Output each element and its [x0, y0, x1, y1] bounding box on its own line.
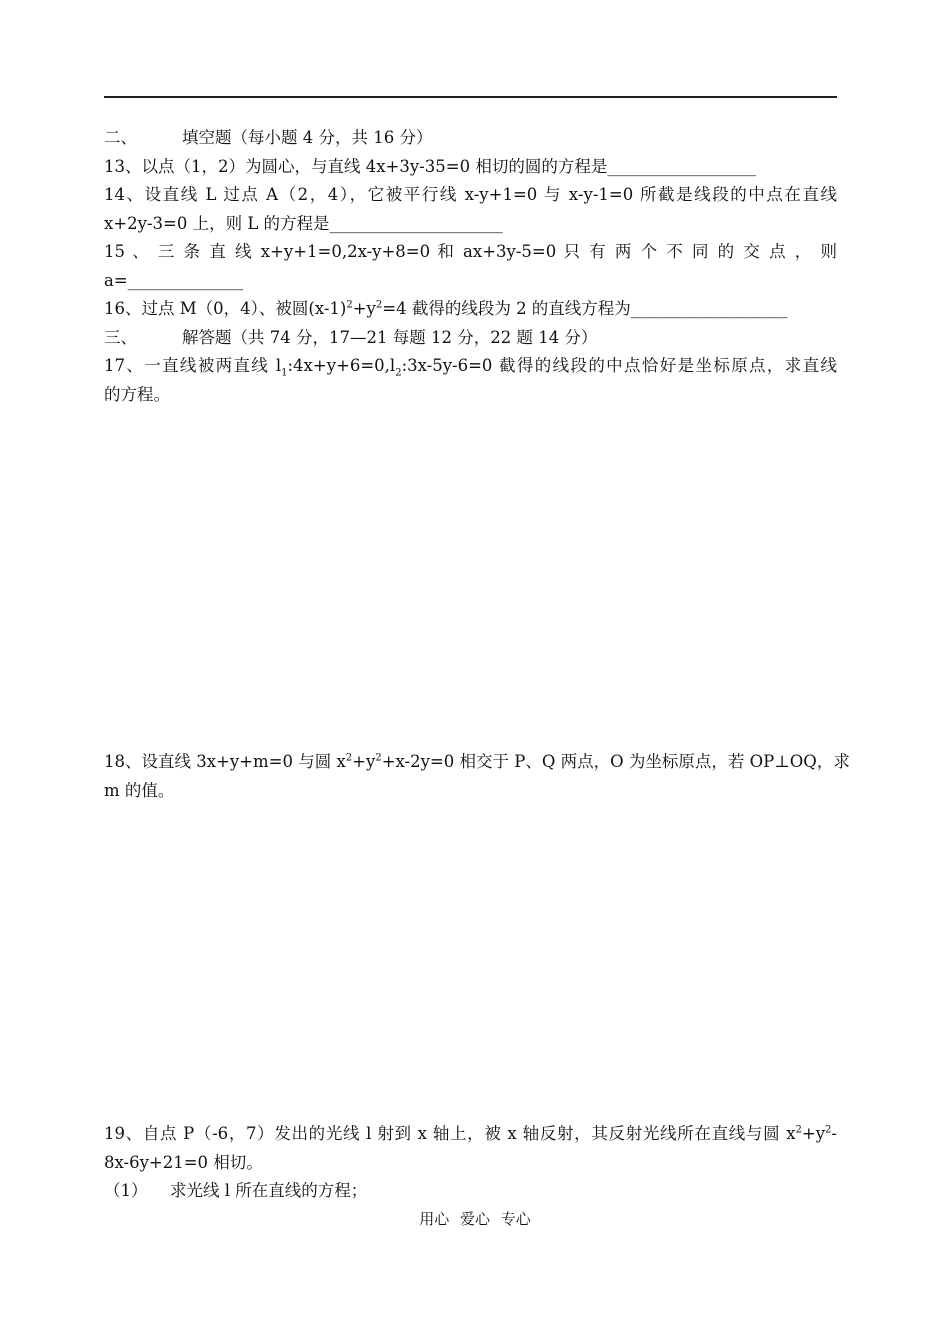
question-17-text-a: 17、一直线被两直线 l — [104, 356, 282, 375]
question-14-line2: x+2y-3=0 上，则 L 的方程是_____________________ — [104, 213, 503, 233]
question-15-line1: 15 、 三 条 直 线 x+y+1=0,2x-y+8=0 和 ax+3y-5=0 只 有 两 个 不 同 的 交 点 ， 则 — [104, 242, 837, 261]
question-19-line1 — [104, 1120, 837, 1149]
question-18-text-c: +x-2y=0 相交于 P、Q 两点，O 为坐标原点，若 OP⊥OQ，求 — [381, 752, 850, 771]
question-16-text-a: 16、过点 M（0，4）、被圆(x-1) — [104, 299, 347, 318]
question-16 — [104, 295, 837, 324]
question-19-part-1 — [104, 1177, 837, 1206]
question-19-exponent-1: 2 — [795, 1124, 802, 1136]
page-footer: 用心 爱心 专心 — [419, 1210, 531, 1228]
question-19 — [104, 1120, 837, 1206]
question-19-line2: 8x-6y+21=0 相切。 — [104, 1152, 263, 1172]
question-13: 13、以点（1，2）为圆心，与直线 4x+3y-35=0 相切的圆的方程是__________________ — [104, 156, 756, 176]
question-18-text-b: +y — [352, 752, 376, 771]
question-18-text-a: 18、设直线 3x+y+m=0 与圆 x — [104, 752, 346, 771]
header-rule — [104, 96, 837, 98]
question-19-part-1-text: 求光线 l 所在直线的方程； — [170, 1181, 368, 1200]
question-19-exponent-2: 2 — [825, 1124, 832, 1136]
question-17-line2: 的方程。 — [104, 384, 170, 404]
question-18-line2: m 的值。 — [104, 780, 175, 800]
question-16-text-b: +y — [352, 299, 376, 318]
question-18-exponent-1: 2 — [345, 752, 353, 764]
question-19-text-b: +y — [801, 1124, 826, 1143]
question-17-subscript-1: 1 — [281, 367, 288, 379]
question-17-text-c: :3x-5y-6=0 截得的线段的中点恰好是坐标原点，求直线 — [401, 356, 837, 375]
question-19-part-1-number: （1） — [104, 1181, 148, 1200]
question-15-line2: a=______________ — [104, 270, 244, 290]
question-19-text-a: 19、自点 P（-6，7）发出的光线 l 射到 x 轴上，被 x 轴反射，其反射光线所在直线与圆 x — [104, 1124, 796, 1143]
question-18-exponent-2: 2 — [375, 752, 382, 764]
question-16-text-c: =4 截得的线段为 2 的直线方程为___________________ — [382, 299, 788, 318]
question-18-line1 — [104, 748, 850, 777]
question-19-text-c: - — [831, 1124, 837, 1143]
section-three-heading — [104, 324, 837, 353]
question-17-subscript-2: 2 — [395, 367, 402, 379]
question-17-line1 — [104, 352, 837, 381]
question-16-exponent-2: 2 — [375, 299, 383, 311]
question-14-line1: 14、设直线 L 过点 A（2，4），它被平行线 x-y+1=0 与 x-y-1=0 所截是线段的中点在直线 — [104, 185, 837, 204]
section-three-title: 解答题（共 74 分，17—21 每题 12 分，22 题 14 分） — [182, 327, 598, 347]
question-16-exponent-1: 2 — [346, 299, 353, 311]
section-two-title: 填空题（每小题 4 分，共 16 分） — [182, 128, 433, 147]
section-two-number: 二、 — [104, 128, 137, 147]
fill-in-section — [104, 124, 837, 409]
question-18 — [104, 748, 850, 805]
section-three-number: 三、 — [104, 327, 137, 347]
section-two-heading — [104, 124, 837, 153]
question-17-text-b: :4x+y+6=0,l — [287, 356, 396, 375]
